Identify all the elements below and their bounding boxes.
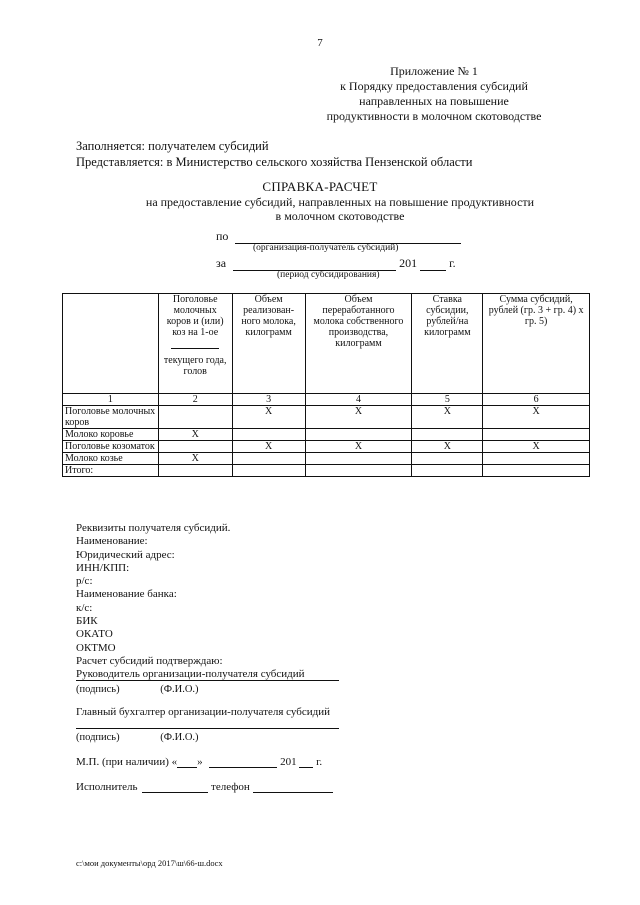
stamp-label: М.П. (при наличии) «	[76, 756, 178, 768]
table-cell[interactable]	[412, 465, 483, 477]
org-row	[216, 229, 461, 244]
details-line: к/с:	[76, 601, 93, 614]
table-cell[interactable]	[483, 465, 590, 477]
table-cell: X	[158, 453, 232, 465]
executor-label: Исполнитель	[76, 781, 138, 793]
table-cell[interactable]	[483, 453, 590, 465]
fio-caption: (Ф.И.О.)	[160, 684, 199, 695]
subtitle-line: в молочном скотоводстве	[275, 209, 405, 223]
appendix-line: Приложение № 1	[390, 64, 478, 78]
day-field[interactable]	[177, 757, 197, 768]
table-cell[interactable]	[412, 453, 483, 465]
recipient-details	[76, 522, 305, 682]
director-signature-captions	[76, 684, 199, 695]
column-number: 3	[232, 394, 305, 406]
accountant-signature-captions	[76, 732, 199, 743]
period-row	[216, 256, 456, 271]
executor-field[interactable]	[142, 782, 208, 793]
column-number: 6	[483, 394, 590, 406]
year-suffix: г.	[449, 256, 456, 270]
row-label: Поголовье козоматок	[63, 441, 159, 453]
header-cell	[63, 294, 159, 394]
table-cell: X	[305, 406, 412, 429]
table-row	[63, 429, 590, 441]
table-cell: X	[158, 429, 232, 441]
table-cell: X	[483, 406, 590, 429]
table-row	[63, 453, 590, 465]
period-caption: (период субсидирования)	[277, 270, 380, 280]
table-header-row	[63, 294, 590, 394]
fill-by-text: Заполняется: получателем субсидий	[76, 139, 269, 153]
row-label: Молоко козье	[63, 453, 159, 465]
phone-field[interactable]	[253, 782, 333, 793]
details-line: Наименование:	[76, 535, 148, 548]
stamp-end: г.	[316, 756, 323, 768]
column-number: 1	[63, 394, 159, 406]
appendix-block	[284, 64, 584, 124]
details-line: БИК	[76, 615, 98, 628]
header-cell	[158, 294, 232, 394]
chief-accountant-label: Главный бухгалтер организации-получателя субсидий	[76, 706, 331, 718]
file-path: c:\мои документы\орд 2017\ш\66-ш.docx	[76, 858, 223, 868]
stamp-mid: »	[197, 756, 203, 768]
subtitle-line: на предоставление субсидий, направленных на повышение продуктивности	[145, 195, 535, 209]
page-number: 7	[317, 37, 323, 49]
table-total-row	[63, 465, 590, 477]
stamp-year: 201	[280, 756, 297, 768]
table-cell: X	[232, 441, 305, 453]
table-cell[interactable]	[305, 453, 412, 465]
table-cell[interactable]	[305, 465, 412, 477]
for-label: за	[216, 256, 227, 270]
table-cell[interactable]	[232, 453, 305, 465]
table-cell: X	[412, 406, 483, 429]
column-number: 5	[412, 394, 483, 406]
signature-caption: (подпись)	[76, 684, 120, 695]
column-number: 2	[158, 394, 232, 406]
header-text: текущего года, голов	[163, 355, 227, 377]
table-cell: X	[305, 441, 412, 453]
header-cell: Объем переработанного молока собственного производства, килограмм	[305, 294, 412, 394]
table-cell: X	[232, 406, 305, 429]
column-number: 4	[305, 394, 412, 406]
table-row	[63, 406, 590, 429]
stamp-year-field[interactable]	[299, 757, 313, 768]
table-row	[63, 441, 590, 453]
org-caption: (организация-получатель субсидий)	[253, 243, 399, 253]
details-line: Руководитель организации-получателя субсидий	[76, 668, 305, 681]
header-cell: Ставка субсидии, рублей/на килограмм	[412, 294, 483, 394]
details-line: ИНН/КПП:	[76, 561, 130, 574]
director-signature-line[interactable]	[76, 680, 339, 681]
header-cell: Сумма субсидий, рублей (гр. 3 + гр. 4) x гр. 5)	[483, 294, 590, 394]
fio-caption: (Ф.И.О.)	[160, 732, 199, 743]
document-subtitle	[120, 195, 560, 223]
stamp-row	[76, 756, 322, 768]
by-label: по	[216, 229, 229, 243]
column-number-row	[63, 394, 590, 406]
submit-to-text: Представляется: в Министерство сельского хозяйства Пензенской области	[76, 155, 473, 169]
table-cell[interactable]	[158, 465, 232, 477]
accountant-signature-line[interactable]	[76, 728, 339, 729]
details-line: Наименование банка:	[76, 588, 177, 601]
table-cell[interactable]	[232, 429, 305, 441]
instructions	[76, 138, 472, 170]
appendix-line: направленных на повышение	[359, 94, 509, 108]
table-cell[interactable]	[232, 465, 305, 477]
row-label: Поголовье молочных коров	[63, 406, 159, 429]
header-text: Поголовье молочных коров и (или) коз на 1-ое	[166, 294, 224, 338]
date-blank[interactable]	[171, 340, 219, 349]
appendix-line: продуктивности в молочном скотоводстве	[326, 109, 542, 123]
phone-label: телефон	[211, 781, 250, 793]
details-line: Реквизиты получателя субсидий.	[76, 522, 231, 534]
table-cell[interactable]	[483, 429, 590, 441]
appendix-line: к Порядку предоставления субсидий	[340, 79, 528, 93]
year-field[interactable]	[420, 258, 446, 271]
table-cell: X	[412, 441, 483, 453]
table-cell[interactable]	[305, 429, 412, 441]
details-line: Расчет субсидий подтверждаю:	[76, 654, 223, 667]
details-line: ОКАТО	[76, 628, 113, 641]
table-cell: X	[483, 441, 590, 453]
year-prefix: 201	[399, 256, 418, 270]
table-cell[interactable]	[158, 441, 232, 453]
table-cell[interactable]	[158, 406, 232, 429]
calculation-table	[62, 293, 590, 477]
executor-row	[76, 781, 333, 793]
table-cell[interactable]	[412, 429, 483, 441]
document-title: СПРАВКА-РАСЧЕТ	[262, 179, 378, 194]
header-cell: Объем реализован-ного молока, килограмм	[232, 294, 305, 394]
month-field[interactable]	[209, 757, 277, 768]
row-label: Молоко коровье	[63, 429, 159, 441]
details-line: р/с:	[76, 575, 93, 588]
signature-caption: (подпись)	[76, 732, 120, 743]
row-label: Итого:	[63, 465, 159, 477]
details-line: Юридический адрес:	[76, 548, 175, 561]
details-line: ОКТМО	[76, 641, 116, 654]
